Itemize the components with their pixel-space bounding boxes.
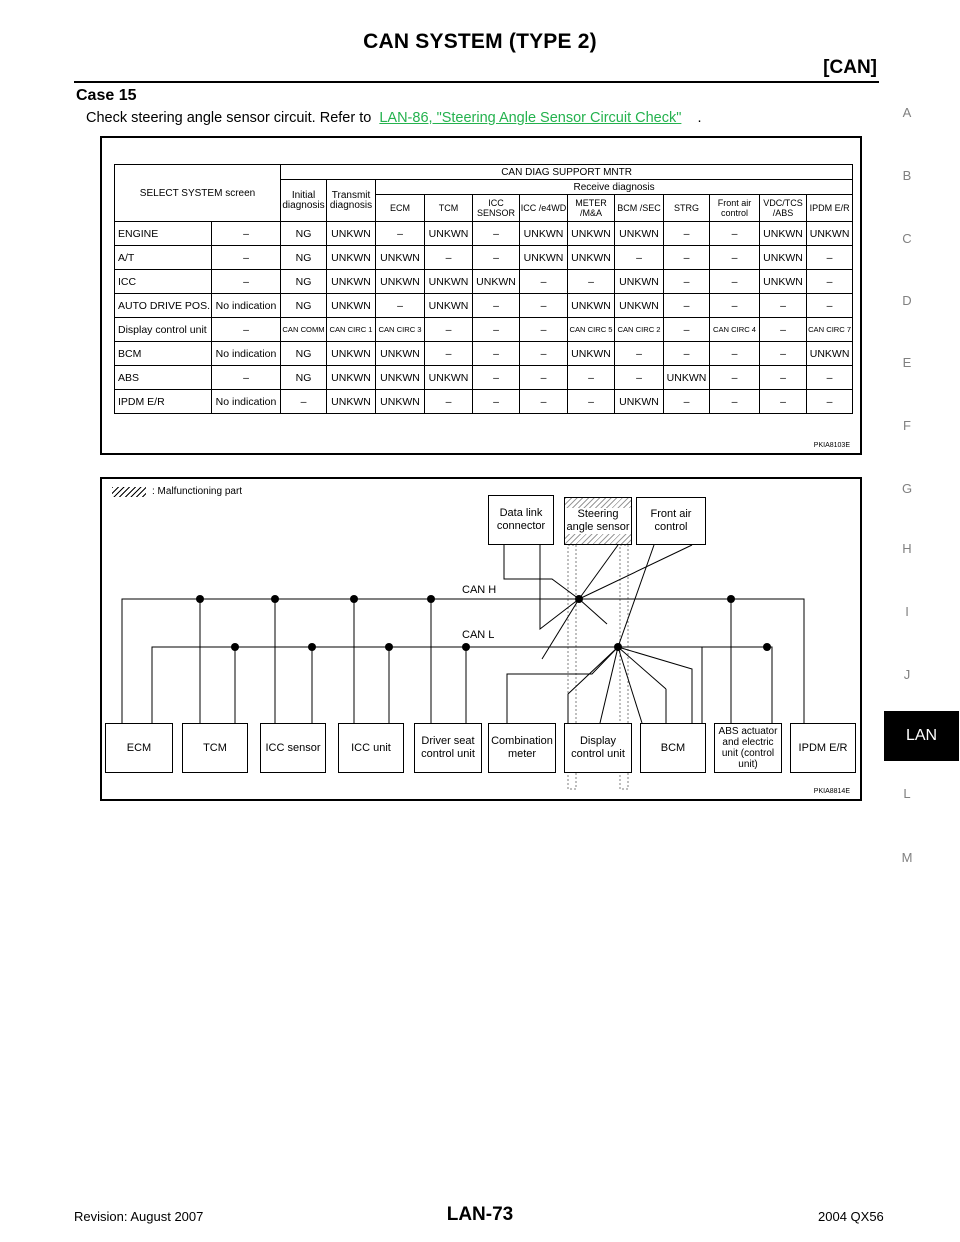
table-cell: UNKWN [327,294,376,318]
select-system-header: SELECT SYSTEM screen [115,165,281,222]
table-cell: UNKWN [568,294,615,318]
receive-col-header: Front air control [710,195,760,222]
table-cell: – [760,318,807,342]
side-index-a[interactable]: A [902,105,912,120]
instruction-suffix: . [697,110,702,126]
table-cell: – [807,390,853,414]
node-tcm: TCM [182,723,248,773]
table-cell: – [710,366,760,390]
table-cell: – [425,390,473,414]
table-cell: – [664,246,710,270]
table-cell: – [710,390,760,414]
page-number: LAN-73 [446,1204,514,1225]
table-cell: NG [281,342,327,366]
table-cell: – [473,222,520,246]
table-cell: UNKWN [615,222,664,246]
revision-date: Revision: August 2007 [74,1209,204,1224]
table-cell: UNKWN [807,342,853,366]
table-cell: No indication [212,294,281,318]
side-index-i[interactable]: I [905,604,909,619]
diagnosis-table-figure [100,136,862,455]
table-cell: UNKWN [568,246,615,270]
table-cell: – [473,390,520,414]
table-cell: – [473,318,520,342]
table-cell: – [520,366,568,390]
table-cell: UNKWN [473,270,520,294]
receive-col-header: ECM [376,195,425,222]
side-index-h[interactable]: H [902,541,912,556]
table-cell: – [425,246,473,270]
section-tag: [CAN] [823,57,877,78]
table-row [115,294,853,318]
table-cell: No indication [212,390,281,414]
row-label: ENGINE [115,222,212,246]
table-cell: – [212,318,281,342]
table-cell: – [520,318,568,342]
table-cell: – [473,366,520,390]
page-title: CAN SYSTEM (TYPE 2) [363,30,597,53]
table-cell: – [212,270,281,294]
table-cell: CAN CIRC 2 [615,318,664,342]
table-cell: UNKWN [425,270,473,294]
table-cell: UNKWN [376,270,425,294]
table-cell: – [664,390,710,414]
table-row [115,390,853,414]
table-row [115,222,853,246]
receive-diagnosis-header: Receive diagnosis [376,180,853,195]
table-cell: UNKWN [327,366,376,390]
can-l-wire [152,647,772,723]
table-cell: – [376,294,425,318]
side-index-b[interactable]: B [902,168,912,183]
instruction [86,110,701,126]
side-index-f[interactable]: F [903,418,911,433]
row-label: BCM [115,342,212,366]
can-diag-header: CAN DIAG SUPPORT MNTR [281,165,853,180]
node-front-air-control: Front air control [636,497,706,545]
table-cell: UNKWN [615,294,664,318]
table-cell: – [664,342,710,366]
legend-text: : Malfunctioning part [152,486,243,497]
table-cell: No indication [212,342,281,366]
table-cell: – [473,294,520,318]
table-cell: UNKWN [327,270,376,294]
table-cell: UNKWN [760,270,807,294]
table-cell: UNKWN [807,222,853,246]
receive-col-header: VDC/TCS /ABS [760,195,807,222]
side-index-l[interactable]: L [903,786,911,801]
table-cell: NG [281,270,327,294]
reference-link[interactable]: LAN-86, "Steering Angle Sensor Circuit Check" [379,110,682,126]
table-cell: – [807,366,853,390]
node-steering-angle-sensor: Steering angle sensor [564,497,632,545]
table-cell: UNKWN [376,390,425,414]
can-l-label: CAN L [462,629,495,641]
node-icc-sensor: ICC sensor [260,723,326,773]
table-cell: CAN CIRC 5 [568,318,615,342]
table-cell: UNKWN [327,246,376,270]
receive-col-header: IPDM E/R [807,195,853,222]
side-index-j[interactable]: J [903,667,911,682]
table-cell: – [664,318,710,342]
table-cell: – [615,366,664,390]
table-cell: – [473,246,520,270]
row-label: ICC [115,270,212,294]
side-index-c[interactable]: C [902,231,912,246]
table-cell: – [425,318,473,342]
table-cell: – [807,294,853,318]
table-cell: – [664,294,710,318]
row-label: ABS [115,366,212,390]
can-h-label: CAN H [462,584,497,596]
table-cell: UNKWN [568,222,615,246]
table-cell: – [425,342,473,366]
table-cell: – [664,222,710,246]
table-row [115,246,853,270]
row-label: A/T [115,246,212,270]
can-network-figure [100,477,862,801]
table-cell: – [568,390,615,414]
node-ipdm-er: IPDM E/R [790,723,856,773]
row-label: IPDM E/R [115,390,212,414]
node-abs-actuator: ABS actuator and electric unit (control unit) [714,723,782,773]
table-cell: NG [281,222,327,246]
table-cell: UNKWN [425,294,473,318]
table-cell: – [473,342,520,366]
table-row [115,366,853,390]
table-cell: – [807,270,853,294]
table-cell: – [807,246,853,270]
table-cell: NG [281,246,327,270]
side-index-d[interactable]: D [902,293,912,308]
table-cell: CAN CIRC 1 [327,318,376,342]
table-cell: CAN CIRC 7 [807,318,853,342]
table-cell: UNKWN [376,366,425,390]
table-cell: – [664,270,710,294]
table-cell: – [760,366,807,390]
table-cell: – [520,294,568,318]
table-cell: NG [281,366,327,390]
table-cell: UNKWN [568,342,615,366]
receive-col-header: TCM [425,195,473,222]
receive-col-header: BCM /SEC [615,195,664,222]
node-ecm: ECM [105,723,173,773]
side-index-m[interactable]: M [901,850,913,865]
node-display-control-unit: Display control unit [564,723,632,773]
side-index-g[interactable]: G [901,481,913,496]
case-title: Case 15 [76,87,137,104]
figure-code: PKIA8814E [813,788,850,795]
table-cell: NG [281,294,327,318]
table-cell: UNKWN [376,342,425,366]
table-cell: – [281,390,327,414]
table-cell: CAN CIRC 3 [376,318,425,342]
table-cell: UNKWN [425,366,473,390]
table-cell: – [212,366,281,390]
table-cell: – [760,390,807,414]
transmit-diagnosis-header: Transmit diagnosis [327,180,376,222]
table-cell: UNKWN [760,222,807,246]
table-cell: – [520,270,568,294]
model-year: 2004 QX56 [818,1209,884,1224]
table-cell: – [615,246,664,270]
table-cell: – [376,222,425,246]
node-combination-meter: Combination meter [488,723,556,773]
table-cell: UNKWN [520,246,568,270]
table-cell: UNKWN [615,270,664,294]
header-rule [74,81,879,83]
side-index-e[interactable]: E [902,355,912,370]
side-tab-lan[interactable]: LAN [884,711,959,761]
node-driver-seat-control-unit: Driver seat control unit [414,723,482,773]
initial-diagnosis-header: Initial diagnosis [281,180,327,222]
figure-code: PKIA8103E [813,442,850,449]
table-cell: UNKWN [664,366,710,390]
table-row [115,342,853,366]
table-cell: – [760,294,807,318]
table-cell: CAN COMM [281,318,327,342]
table-cell: UNKWN [327,342,376,366]
table-cell: – [568,366,615,390]
table-cell: UNKWN [760,246,807,270]
table-cell: UNKWN [327,222,376,246]
table-cell: UNKWN [376,246,425,270]
table-cell: UNKWN [520,222,568,246]
row-label: Display control unit [115,318,212,342]
table-cell: – [520,390,568,414]
node-bcm: BCM [640,723,706,773]
table-cell: – [710,270,760,294]
table-cell: – [212,246,281,270]
can-diag-table [114,164,853,414]
table-cell: UNKWN [327,390,376,414]
table-cell: – [212,222,281,246]
table-cell: – [710,342,760,366]
row-label: AUTO DRIVE POS. [115,294,212,318]
table-row [115,270,853,294]
table-cell: – [615,342,664,366]
instruction-text: Check steering angle sensor circuit. Refer to [86,110,372,126]
node-icc-unit: ICC unit [338,723,404,773]
table-cell: UNKWN [615,390,664,414]
table-cell: – [520,342,568,366]
node-data-link-connector: Data link connector [488,495,554,545]
table-cell: – [568,270,615,294]
table-cell: – [760,342,807,366]
table-cell: CAN CIRC 4 [710,318,760,342]
table-cell: UNKWN [425,222,473,246]
receive-col-header: METER /M&A [568,195,615,222]
receive-col-header: ICC SENSOR [473,195,520,222]
receive-col-header: ICC /e4WD [520,195,568,222]
table-cell: – [710,222,760,246]
table-row [115,318,853,342]
table-cell: – [710,294,760,318]
table-cell: – [710,246,760,270]
receive-col-header: STRG [664,195,710,222]
